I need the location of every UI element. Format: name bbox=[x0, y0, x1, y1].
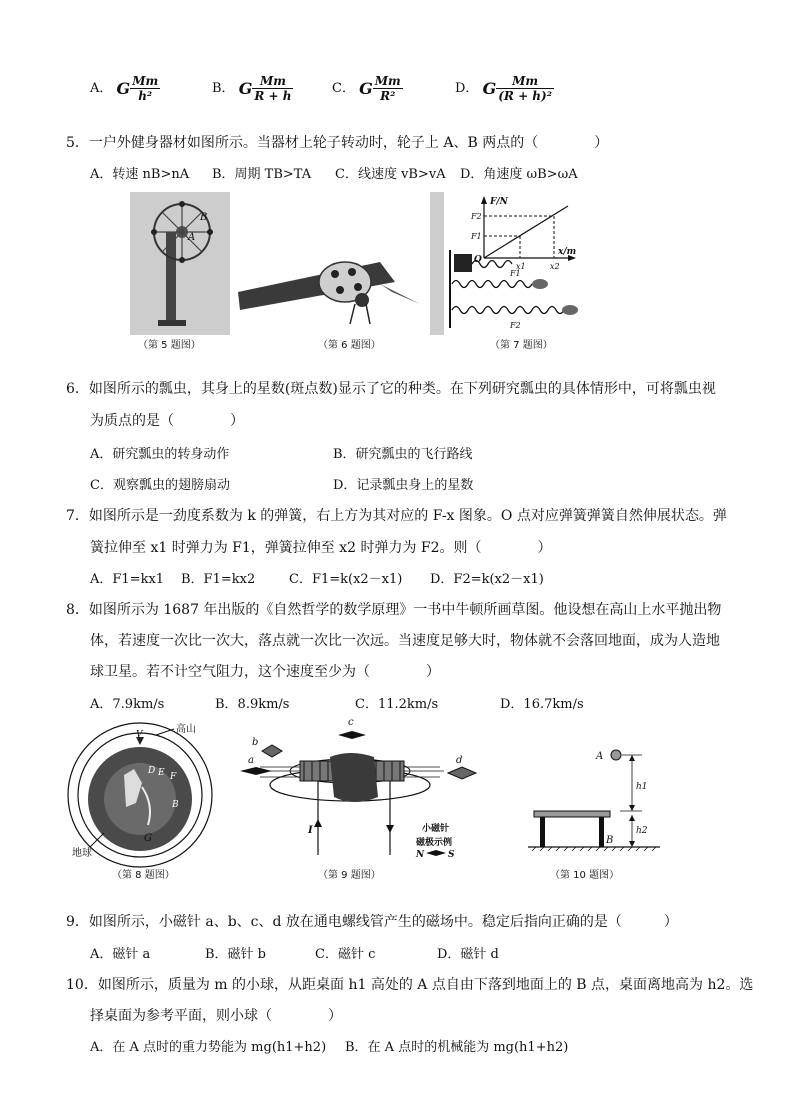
q9-option-d: D．磁针 d bbox=[437, 947, 499, 962]
q8-stem-line3: 球卫星。若不计空气阻力，这个速度至少为（ ） bbox=[90, 664, 440, 680]
fig6-ladybug bbox=[230, 192, 430, 335]
q8-stem-line1: 8．如图所示为 1687 年出版的《自然哲学的数学原理》一书中牛顿所画草图。他设想在高山上水平抛出物 bbox=[66, 602, 722, 618]
fig8-label-mountain: 高山 bbox=[176, 724, 196, 735]
q6-stem-line1: 6．如图所示的瓢虫，其身上的星数(斑点数)显示了它的种类。在下列研究瓢虫的具体情形中，可将瓢虫视 bbox=[66, 381, 716, 397]
q7-stem-line2: 簧拉伸至 x1 时弹力为 F1，弹簧拉伸至 x2 时弹力为 F2。则（ ） bbox=[90, 540, 552, 556]
fig7-caption: （第 7 题图） bbox=[490, 340, 553, 351]
q6-option-b: B．研究瓢虫的飞行路线 bbox=[333, 447, 473, 462]
fig9-label-b: b bbox=[252, 737, 259, 748]
q9-option-b: B．磁针 b bbox=[205, 947, 267, 962]
fig7-axis-f: F/N bbox=[490, 197, 508, 207]
fig8-label-g: G bbox=[144, 833, 152, 844]
q7-option-b: B．F1=kx2 bbox=[181, 572, 256, 587]
q6-option-c: C．观察瓢虫的翅膀扇动 bbox=[90, 478, 230, 493]
q10-stem-line1: 10．如图所示，质量为 m 的小球，从距桌面 h1 高处的 A 点自由下落到地面上的 B 点，桌面离地高为 h2。选 bbox=[66, 977, 754, 993]
fig9-label-a: a bbox=[248, 755, 254, 766]
q9-option-a: A．磁针 a bbox=[90, 947, 151, 962]
fig9-legend-n: N bbox=[416, 850, 425, 860]
fig8-label-f: F bbox=[170, 772, 177, 782]
q8-option-c: C．11.2km/s bbox=[355, 697, 439, 712]
q9-stem: 9．如图所示，小磁针 a、b、c、d 放在通电螺线管产生的磁场中。稳定后指向正确的是（ ） bbox=[66, 914, 678, 930]
fig8-label-earth: 地球 bbox=[72, 848, 92, 859]
q9-option-c: C．磁针 c bbox=[315, 947, 376, 962]
fig5-label-a: A bbox=[188, 232, 196, 243]
q5-option-b: B．周期 TB>TA bbox=[212, 167, 312, 182]
fig10-label-b: B bbox=[606, 835, 614, 846]
q4-option-c: C． G $\frac{Mm}{\text{R²}}$ bbox=[332, 74, 401, 103]
fig5-caption: （第 5 题图） bbox=[138, 340, 201, 351]
q4-option-a: A． G $\frac{Mm}{\text{h²}}$ bbox=[90, 74, 159, 103]
q10-option-b: B．在 A 点时的机械能为 mg(h1+h2) bbox=[345, 1040, 569, 1055]
fig7-x2-tick: x2 bbox=[550, 262, 560, 271]
fig8-label-d: D bbox=[148, 766, 156, 776]
fig8-label-e: E bbox=[158, 768, 165, 778]
fig7-f2-tick: F2 bbox=[471, 212, 482, 221]
q8-stem-line2: 体，若速度一次比一次大，落点就一次比一次远。当速度足够大时，物体就不会落回地面，成为人造地 bbox=[90, 633, 720, 649]
figures-row-1 bbox=[130, 192, 586, 335]
fig7-origin: O bbox=[474, 255, 482, 265]
fig10-label-a: A bbox=[596, 751, 604, 762]
fig7-spring-f2: F2 bbox=[510, 321, 521, 330]
fig10-ball-table bbox=[528, 750, 660, 851]
q5-option-a: A．转速 nB>nA bbox=[90, 167, 190, 182]
fig5-label-b: B bbox=[200, 212, 208, 223]
fig7-x1-tick: x1 bbox=[516, 262, 526, 271]
fig9-legend-poles: 磁极示例 bbox=[416, 838, 453, 848]
fig7-axis-x: x/m bbox=[558, 247, 577, 257]
q6-stem-line2: 为质点的是（ ） bbox=[90, 413, 244, 429]
fig10-label-h2: h2 bbox=[636, 826, 648, 836]
q5-stem: 5．一户外健身器材如图所示。当器材上轮子转动时，轮子上 A、B 两点的（ ） bbox=[66, 135, 609, 151]
fig9-caption: （第 9 题图） bbox=[318, 870, 381, 881]
figures-row-2 bbox=[60, 715, 680, 875]
q5-option-c: C．线速度 vB>vA bbox=[335, 167, 446, 182]
q8-option-d: D．16.7km/s bbox=[500, 697, 584, 712]
fig10-label-h1: h1 bbox=[636, 782, 648, 792]
fig7-spring-graph bbox=[444, 192, 586, 335]
fig9-legend-s: S bbox=[448, 850, 455, 860]
q10-stem-line2: 择桌面为参考平面，则小球（ ） bbox=[90, 1008, 342, 1024]
q10-option-a: A．在 A 点时的重力势能为 mg(h1+h2) bbox=[90, 1040, 327, 1055]
q4-option-d: D． G $\frac{Mm}{\text{(R + h)²}}$ bbox=[455, 74, 552, 103]
fig6-caption: （第 6 题图） bbox=[318, 340, 381, 351]
q6-option-d: D．记录瓢虫身上的星数 bbox=[333, 478, 474, 493]
fig9-legend-needle: 小磁针 bbox=[422, 824, 450, 834]
fig9-label-current: I bbox=[308, 825, 313, 836]
fig10-caption: （第 10 题图） bbox=[550, 870, 620, 881]
q8-option-a: A．7.9km/s bbox=[90, 697, 165, 712]
q7-option-d: D．F2=k(x2－x1) bbox=[430, 572, 544, 587]
fig8-label-b: B bbox=[172, 800, 179, 810]
q8-option-b: B．8.9km/s bbox=[215, 697, 290, 712]
q7-option-a: A．F1=kx1 bbox=[90, 572, 165, 587]
q4-option-b: B． G $\frac{Mm}{R + h}$ bbox=[212, 74, 292, 103]
q5-option-d: D．角速度 ωB>ωA bbox=[460, 167, 578, 182]
fig9-label-c: c bbox=[348, 717, 354, 728]
fig8-caption: （第 8 题图） bbox=[112, 870, 175, 881]
fig7-spring-f1: F1 bbox=[510, 269, 521, 278]
q7-option-c: C．F1=k(x2－x1) bbox=[289, 572, 403, 587]
fig8-label-v: V bbox=[136, 730, 143, 740]
fig9-label-d: d bbox=[456, 755, 463, 766]
q6-option-a: A．研究瓢虫的转身动作 bbox=[90, 447, 230, 462]
fig9-solenoid bbox=[240, 717, 476, 860]
fig7-f1-tick: F1 bbox=[471, 232, 482, 241]
fig8-newton-cannon bbox=[68, 722, 212, 867]
q7-stem-line1: 7．如图所示是一劲度系数为 k 的弹簧，右上方为其对应的 F-x 图象。O 点对应弹簧弹簧自然伸展状态。弹 bbox=[66, 508, 727, 524]
